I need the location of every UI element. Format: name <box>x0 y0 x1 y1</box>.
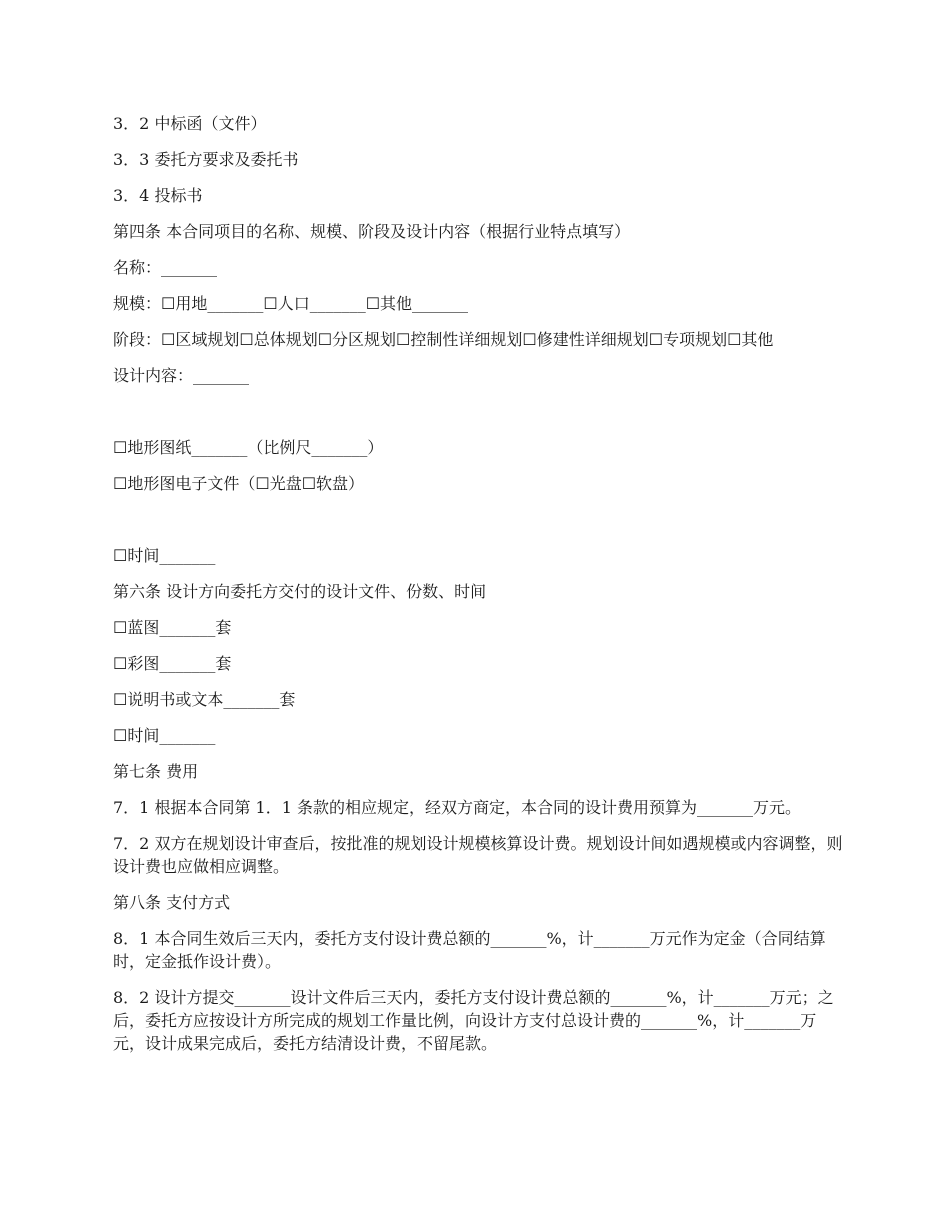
color-drawing-line: ☐彩图_______套 <box>113 654 232 673</box>
article-7-heading: 第七条 费用 <box>113 762 199 781</box>
project-name-line: 名称：_______ <box>113 258 218 277</box>
project-scale-line: 规模：☐用地_______☐人口_______☐其他_______ <box>113 294 469 313</box>
clause-7-2: 7．2 双方在规划设计审查后，按批准的规划设计规模核算设计费。规划设计间如遇规模或内容调整，则设计费也应做相应调整。 <box>113 834 843 876</box>
clause-3-4: 3．4 投标书 <box>113 186 203 205</box>
blueprint-line: ☐蓝图_______套 <box>113 618 232 637</box>
blank-gap <box>113 508 843 544</box>
topographic-drawing-line: ☐地形图纸_______（比例尺_______） <box>113 438 384 457</box>
article-6-heading: 第六条 设计方向委托方交付的设计文件、份数、时间 <box>113 582 487 601</box>
clause-3-2: 3．2 中标函（文件） <box>113 114 267 133</box>
clause-7-1: 7．1 根据本合同第 1．1 条款的相应规定，经双方商定，本合同的设计费用预算为_______万元。 <box>113 798 801 817</box>
clause-3-3: 3．3 委托方要求及委托书 <box>113 150 299 169</box>
article-4-heading: 第四条 本合同项目的名称、规模、阶段及设计内容（根据行业特点填写） <box>113 222 631 241</box>
project-stage-line: 阶段：☐区域规划☐总体规划☐分区规划☐控制性详细规划☐修建性详细规划☐专项规划☐其他 <box>113 330 774 349</box>
clause-8-1: 8．1 本合同生效后三天内，委托方支付设计费总额的_______%，计_______万元作为定金（合同结算时，定金抵作设计费）。 <box>113 929 826 971</box>
blank-gap <box>113 400 843 436</box>
delivery-time-line: ☐时间_______ <box>113 726 216 745</box>
topographic-file-line: ☐地形图电子文件（☐光盘☐软盘） <box>113 474 365 493</box>
clause-8-2: 8．2 设计方提交_______设计文件后三天内，委托方支付设计费总额的_______%，计_______万元；之后，委托方应按设计方所完成的规划工作量比例，向设计方支付总设计费的_______%，计_______万元，设计成果完成后，委托方结清设计费，不留尾款。 <box>113 988 834 1053</box>
provision-time-line: ☐时间_______ <box>113 546 216 565</box>
design-content-line: 设计内容：_______ <box>113 366 250 385</box>
article-8-heading: 第八条 支付方式 <box>113 893 231 912</box>
document-page <box>113 112 843 1068</box>
manual-text-line: ☐说明书或文本_______套 <box>113 690 296 709</box>
